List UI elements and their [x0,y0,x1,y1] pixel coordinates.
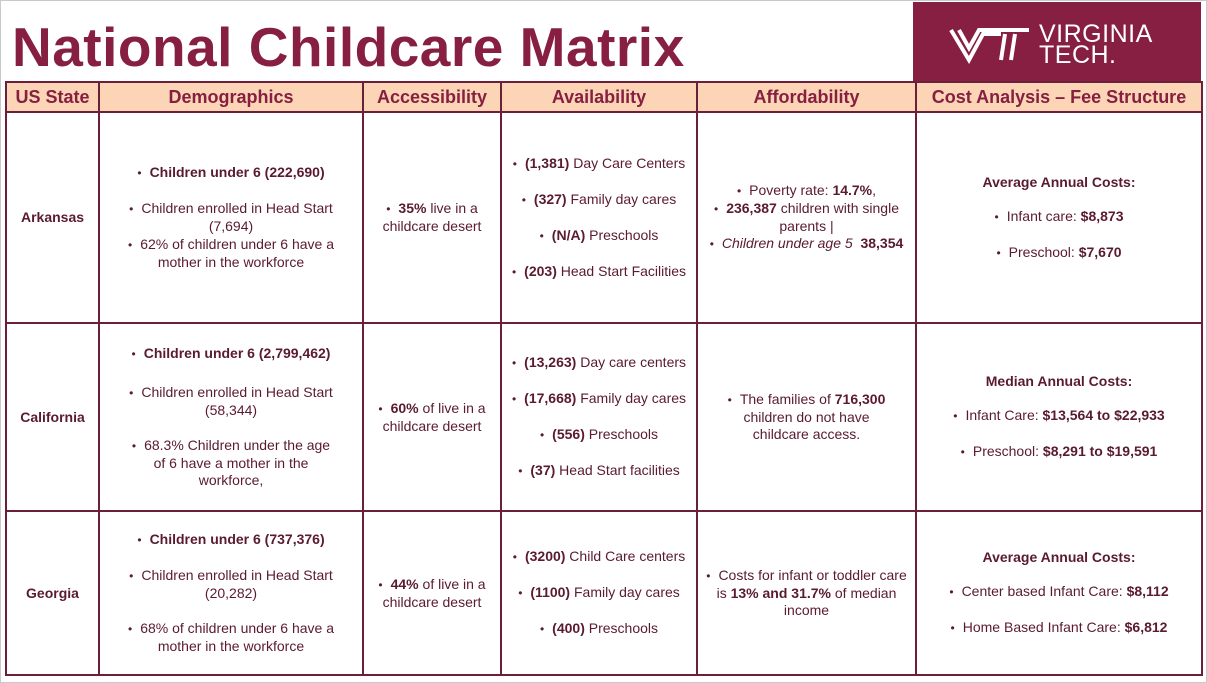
accessibility-cell [363,323,501,511]
list-item: • 236,387 children with single parents | [704,200,909,235]
list-item: • Infant Care: $13,564 to $22,933 [923,407,1195,425]
list-item: • 35% live in a childcare desert [370,200,494,235]
list-item: • (556) Preschools [508,426,690,444]
list-item: • 44% of live in a childcare desert [370,576,494,611]
list-item: • (400) Preschools [508,620,690,638]
cost-cell [916,112,1202,323]
list-item: • Costs for infant or toddler care is 13% and 31.7% of median income [704,567,909,619]
demographics-cell [99,511,363,675]
vt-logo-icon [949,24,1031,64]
list-item: • (1100) Family day cares [508,584,690,602]
demographics-list [106,345,356,489]
list-item: • 62% of children under 6 have a mother in the workforce [106,236,356,271]
list-item: • Children under 6 (737,376) [106,531,356,549]
affordability-list [704,182,909,253]
table-row-georgia [6,511,1202,675]
list-item: • (37) Head Start facilities [508,462,690,480]
affordability-cell [697,112,916,323]
cost-heading: Median Annual Costs: [985,373,1133,389]
accessibility-list [370,576,494,611]
list-item: • Preschool: $8,291 to $19,591 [923,443,1195,461]
list-item: • Center based Infant Care: $8,112 [923,583,1195,601]
list-item: • (3200) Child Care centers [508,548,690,566]
header-row [6,82,1202,112]
accessibility-list [370,200,494,235]
logo-line-2: TECH. [1039,41,1117,69]
header-demographics: Demographics [99,82,363,112]
availability-cell [501,511,697,675]
header-us-state: US State [6,82,99,112]
page-title: National Childcare Matrix [12,16,685,78]
list-item: • Poverty rate: 14.7%, [704,182,909,200]
list-item: • (1,381) Day Care Centers [508,155,690,173]
accessibility-cell [363,511,501,675]
demographics-list [106,164,356,271]
logo-wordmark [1039,20,1153,69]
list-item: • Home Based Infant Care: $6,812 [923,619,1195,637]
cost-cell [916,511,1202,675]
cost-cell [916,323,1202,511]
table-row-arkansas [6,112,1202,323]
list-item: • Children under 6 (2,799,462) [106,345,356,363]
list-item: • (327) Family day cares [508,191,690,209]
logo-line-1: VIRGINIA [1039,20,1153,48]
cost-list [923,583,1195,637]
list-item: • The families of 716,300 children do not have childcare access. [704,391,909,443]
affordability-cell [697,323,916,511]
list-item: • Children enrolled in Head Start (58,344) [106,384,356,419]
cost-heading: Average Annual Costs: [982,549,1136,565]
list-item: • Preschool: $7,670 [923,244,1195,262]
affordability-list [704,567,909,619]
header-availability: Availability [501,82,697,112]
accessibility-cell [363,112,501,323]
list-item: • (N/A) Preschools [508,227,690,245]
header-accessibility: Accessibility [363,82,501,112]
demographics-cell [99,323,363,511]
list-item: • Children under age 5 38,354 [704,235,909,253]
availability-list [508,548,690,638]
state-name: Georgia [6,511,99,675]
availability-list [508,155,690,281]
demographics-cell [99,112,363,323]
list-item: • Children enrolled in Head Start (20,282) [106,567,356,602]
availability-cell [501,323,697,511]
virginia-tech-logo [913,2,1201,82]
list-item: • Children enrolled in Head Start (7,694) [106,200,356,235]
header-affordability: Affordability [697,82,916,112]
state-name: Arkansas [6,112,99,323]
affordability-cell [697,511,916,675]
table-row-california [6,323,1202,511]
demographics-list [106,531,356,655]
cost-list [923,407,1195,461]
state-name: California [6,323,99,511]
header-cost-analysis: Cost Analysis – Fee Structure [916,82,1202,112]
accessibility-list [370,400,494,435]
availability-list [508,354,690,480]
list-item: • Infant care: $8,873 [923,208,1195,226]
list-item: • 68% of children under 6 have a mother in the workforce [106,620,356,655]
list-item: • (13,263) Day care centers [508,354,690,372]
childcare-matrix-table [5,81,1203,676]
availability-cell [501,112,697,323]
cost-heading: Average Annual Costs: [982,173,1136,190]
list-item: • 60% of live in a childcare desert [370,400,494,435]
list-item: • 68.3% Children under the age of 6 have a mother in the workforce, [106,437,356,489]
list-item: • (203) Head Start Facilities [508,263,690,281]
list-item: • Children under 6 (222,690) [106,164,356,182]
cost-list [923,208,1195,262]
affordability-list [704,391,909,443]
list-item: • (17,668) Family day cares [508,390,690,408]
